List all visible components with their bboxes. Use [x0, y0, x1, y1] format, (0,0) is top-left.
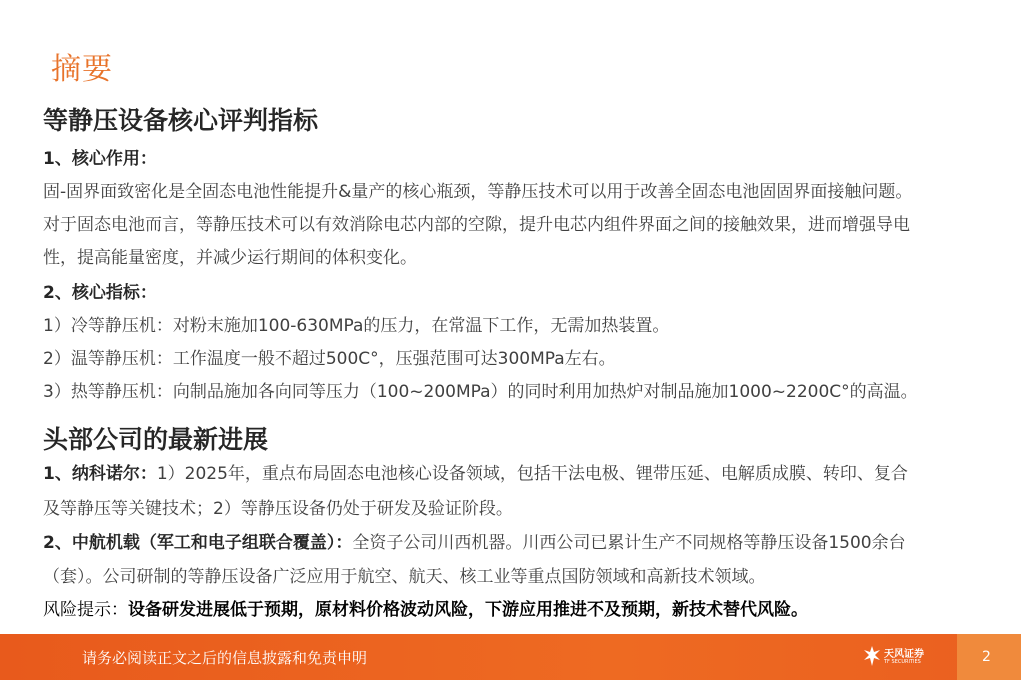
logo-subtitle: TF SECURITIES [884, 659, 921, 665]
company2-label: 2、中航机载（军工和电子组联合覆盖）： [43, 533, 353, 553]
logo-name: 天风证券 [884, 649, 924, 660]
company1-paragraph-line-1 [43, 463, 1003, 485]
company1-label: 1、纳科诺尔： [43, 464, 157, 484]
section-heading-companies: 头部公司的最新进展 [43, 425, 269, 454]
item2-line-2: 2）温等静压机：工作温度一般不超过500C°，压强范围可达300MPa左右。 [43, 349, 616, 369]
page-title: 摘要 [51, 52, 113, 87]
item1-label: 1、核心作用： [43, 149, 157, 169]
company2-text-2: （套）。公司研制的等静压设备广泛应用于航空、航天、核工业等重点国防领域和高新技术领域。 [43, 567, 766, 587]
company1-text-2: 及等静压等关键技术；2）等静压设备仍处于研发及验证阶段。 [43, 499, 513, 519]
item1-line-1: 固-固界面致密化是全固态电池性能提升&量产的核心瓶颈，等静压技术可以用于改善全固态电池固固界面接触问题。 [43, 182, 913, 202]
company2-paragraph-line-1 [43, 532, 1003, 554]
footer-bar [0, 634, 1021, 680]
company2-text-1: 全资子公司川西机器。川西公司已累计生产不同规格等静压设备1500余台 [352, 533, 906, 553]
item2-line-3: 3）热等静压机：向制品施加各向同等压力（100~200MPa）的同时利用加热炉对制品施加1000~2200C°的高温。 [43, 382, 918, 402]
company1-text-1: 1）2025年，重点布局固态电池核心设备领域，包括干法电极、锂带压延、电解质成膜、转印、复合 [156, 464, 908, 484]
footer-disclaimer: 请务必阅读正文之后的信息披露和免责申明 [82, 649, 368, 667]
item2-line-1: 1）冷等静压机：对粉末施加100-630MPa的压力，在常温下工作，无需加热装置。 [43, 316, 670, 336]
section-heading-indicators: 等静压设备核心评判指标 [43, 106, 319, 135]
item2-label: 2、核心指标： [43, 283, 157, 303]
risk-paragraph [43, 599, 1003, 621]
risk-text: 设备研发进展低于预期，原材料价格波动风险，下游应用推进不及预期，新技术替代风险。 [128, 600, 808, 620]
risk-label: 风险提示： [43, 600, 128, 620]
logo-mark-icon [862, 644, 882, 670]
page-number: 2 [982, 649, 991, 665]
item1-line-2: 对于固态电池而言，等静压技术可以有效消除电芯内部的空隙，提升电芯内组件界面之间的接触效果，进而增强导电 [43, 215, 910, 235]
company-logo [862, 642, 942, 672]
item1-line-3: 性，提高能量密度，并减少运行期间的体积变化。 [43, 248, 417, 268]
